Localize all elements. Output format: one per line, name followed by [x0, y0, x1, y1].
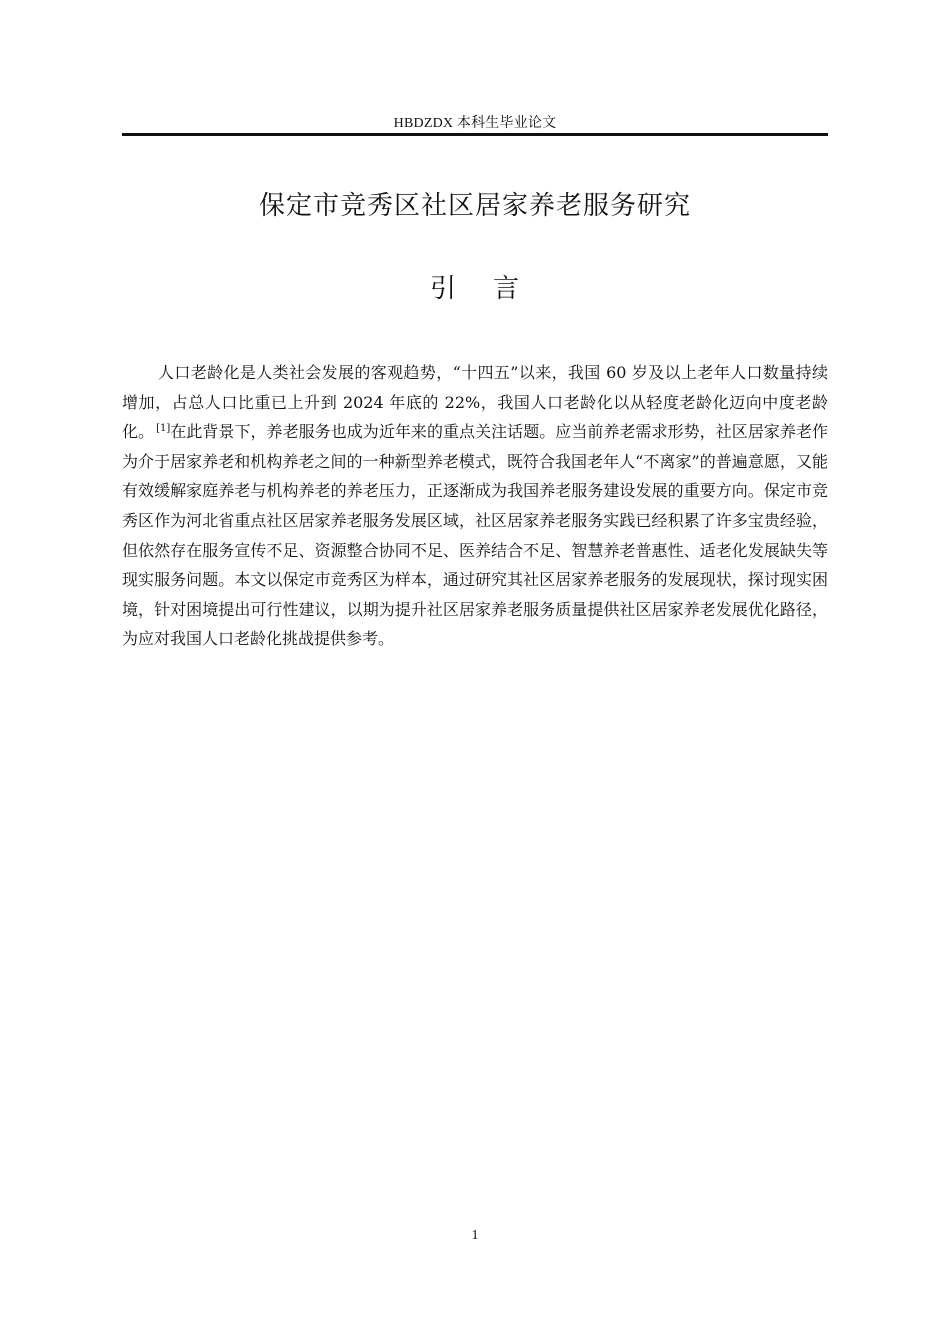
running-header: HBDZDX 本科生毕业论文 [393, 116, 557, 131]
section-heading-char-2: 言 [493, 274, 521, 304]
body-text-part2: 在此背景下，养老服务也成为近年来的重点关注话题。应当前养老需求形势，社区居家养老作为介于居家养老和机构养老之间的一种新型养老模式，既符合我国老年人“不离家”的普遍意愿，又能有效缓解家庭养老与机构养老的养老压力，正逐渐成为我国养老服务建设发展的重要方向。保定市竞秀区作为河北省重点社区居家养老服务发展区域，社区居家养老服务实践已经积累了许多宝贵经验，但依然存在服务宣传不足、资源整合协同不足、医养结合不足、智慧养老普惠性、适老化发展缺失等现实服务问题。本文以保定市竞秀区为样本，通过研究其社区居家养老服务的发展现状，探讨现实困境，针对困境提出可行性建议，以期为提升社区居家养老服务质量提供社区居家养老发展优化路径，为应对我国人口老龄化挑战提供参考。 [122, 422, 828, 649]
page-number: 1 [471, 1228, 479, 1243]
section-heading-char-1: 引 [429, 274, 457, 304]
citation-reference[interactable]: [1] [156, 423, 171, 435]
paper-title: 保定市竞秀区社区居家养老服务研究 [258, 191, 691, 221]
section-heading [122, 267, 828, 311]
header-rule [122, 133, 828, 136]
body-text-part1: 人口老龄化是人类社会发展的客观趋势，“十四五”以来，我国 60 岁及以上老年人口数量持续增加，占总人口比重已上升到 2024 年底的 22%，我国人口老龄化以从轻度老龄化迈向中度老龄化。 [122, 363, 828, 442]
body-paragraph [122, 358, 828, 654]
